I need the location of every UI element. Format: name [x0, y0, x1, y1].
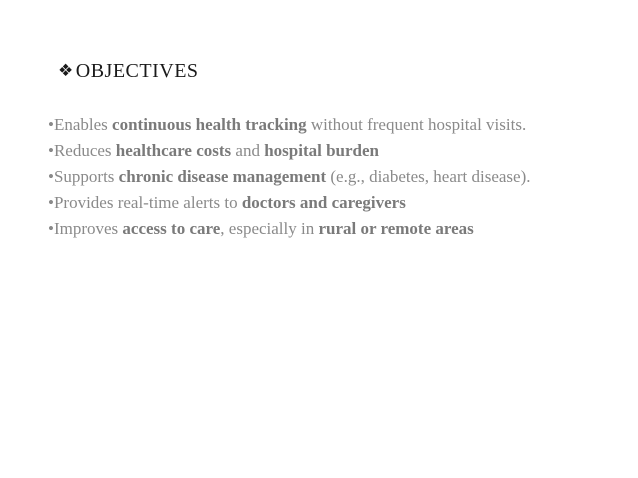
bullet-text: Provides real-time alerts to	[53, 193, 242, 212]
bullet-text: and	[231, 141, 265, 160]
slide-title-text: OBJECTIVES	[75, 60, 199, 82]
diamond-bullet-icon: ❖	[58, 61, 74, 81]
bullet-marker: •	[48, 141, 54, 160]
bullet-marker: •	[48, 193, 54, 212]
bullet-emphasis: continuous health tracking	[112, 115, 307, 134]
bullet-marker: •	[48, 219, 54, 238]
bullet-emphasis: access to care	[122, 219, 221, 238]
bullet-text: Enables	[53, 115, 113, 134]
bullet-text: (e.g., diabetes, heart disease).	[326, 167, 531, 186]
list-item	[48, 218, 608, 240]
list-item	[48, 192, 608, 214]
bullet-emphasis: hospital burden	[264, 141, 379, 160]
slide-title	[58, 60, 199, 83]
bullet-marker: •	[48, 115, 54, 134]
bullet-emphasis: doctors and caregivers	[241, 193, 406, 212]
bullet-text: without frequent hospital visits.	[306, 115, 527, 134]
list-item	[48, 140, 608, 162]
bullet-text: , especially in	[220, 219, 319, 238]
list-item	[48, 114, 608, 136]
bullet-text: Reduces	[53, 141, 116, 160]
bullet-text: Improves	[53, 219, 123, 238]
bullet-emphasis: rural or remote areas	[318, 219, 474, 238]
bullet-marker: •	[48, 167, 54, 186]
bullet-emphasis: chronic disease management	[118, 167, 327, 186]
bullet-text: Supports	[53, 167, 119, 186]
objectives-list	[48, 114, 608, 244]
list-item	[48, 166, 608, 188]
bullet-emphasis: healthcare costs	[115, 141, 232, 160]
